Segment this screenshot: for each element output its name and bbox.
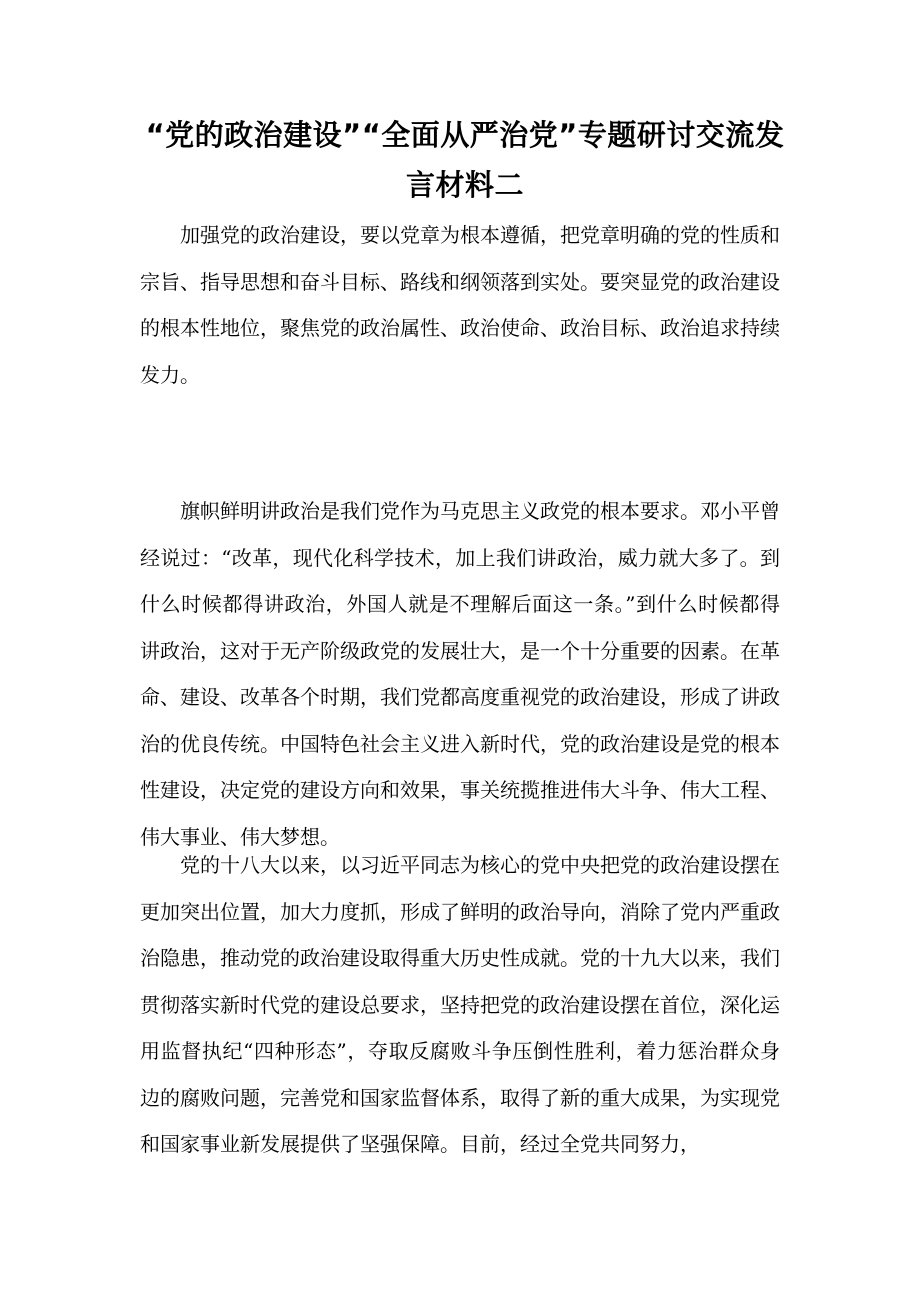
paragraph-3: 党的十八大以来，以习近平同志为核心的党中央把党的政治建设摆在更加突出位置，加大力度抓，形成了鲜明的政治导向，消除了党内严重政治隐患，推动党的政治建设取得重大历史性成就。党的十九大以来，我们贯彻落实新时代党的建设总要求，坚持把党的政治建设摆在首位，深化运用监督执纪“四种形态”，夺取反腐败斗争压倒性胜利，着力惩治群众身边的腐败问题，完善党和国家监督体系，取得了新的重大成果，为实现党和国家事业新发展提供了坚强保障。目前，经过全党共同努力， [140, 853, 780, 1156]
paragraph-2: 旗帜鲜明讲政治是我们党作为马克思主义政党的根本要求。邓小平曾经说过：“改革，现代化科学技术，加上我们讲政治，威力就大多了。到什么时候都得讲政治，外国人就是不理解后面这一条。”到什么时候都得讲政治，这对于无产阶级政党的发展壮大，是一个十分重要的因素。在革命、建设、改革各个时期，我们党都高度重视党的政治建设，形成了讲政治的优良传统。中国特色社会主义进入新时代，党的政治建设是党的根本性建设，决定党的建设方向和效果，事关统揽推进伟大斗争、伟大工程、伟大事业、伟大梦想。 [140, 499, 780, 849]
document-title: “党的政治建设”“全面从严治党”专题研讨交流发言材料二 [145, 118, 785, 202]
paragraph-1: 加强党的政治建设，要以党章为根本遵循，把党章明确的党的性质和宗旨、指导思想和奋斗目标、路线和纲领落到实处。要突显党的政治建设的根本性地位，聚焦党的政治属性、政治使命、政治目标、政治追求持续发力。 [140, 223, 780, 387]
